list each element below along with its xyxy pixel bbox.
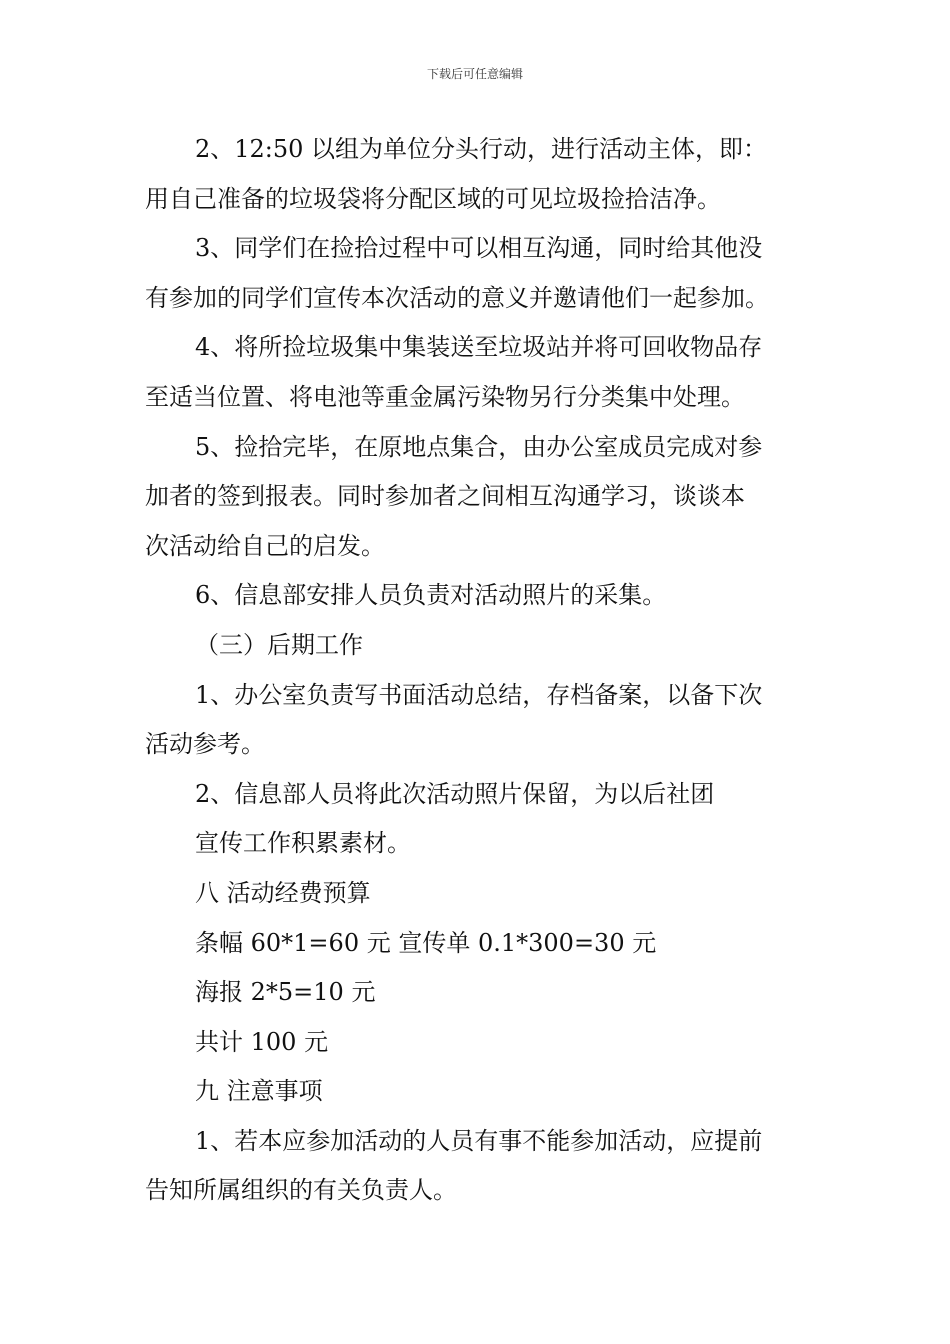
section-heading: 八 活动经费预算: [195, 878, 371, 907]
budget-line: 海报 2*5=10 元: [195, 978, 376, 1007]
body-line: 1、若本应参加活动的人员有事不能参加活动，应提前: [195, 1126, 763, 1155]
body-line: 至适当位置、将电池等重金属污染物另行分类集中处理。: [145, 382, 745, 411]
body-line: 用自己准备的垃圾袋将分配区域的可见垃圾捡拾洁净。: [145, 184, 721, 213]
document-body: [145, 125, 810, 1216]
section-heading: （三）后期工作: [195, 630, 363, 659]
body-line: 2、信息部人员将此次活动照片保留，为以后社团: [195, 779, 715, 808]
body-line: 告知所属组织的有关负责人。: [145, 1176, 457, 1205]
body-line: 6、信息部安排人员负责对活动照片的采集。: [195, 581, 667, 610]
body-line: 1、办公室负责写书面活动总结，存档备案，以备下次: [195, 680, 763, 709]
body-line: 有参加的同学们宣传本次活动的意义并邀请他们一起参加。: [145, 283, 769, 312]
budget-line: 条幅 60*1=60 元 宣传单 0.1*300=30 元: [195, 928, 657, 957]
body-line: 次活动给自己的启发。: [145, 531, 385, 560]
page-header-note: 下载后可任意编辑: [426, 67, 523, 81]
body-line: 活动参考。: [145, 730, 265, 759]
section-heading: 九 注意事项: [195, 1077, 323, 1106]
budget-total: 共计 100 元: [195, 1027, 329, 1056]
body-line: 5、捡拾完毕，在原地点集合，由办公室成员完成对参: [195, 432, 763, 461]
body-line: 宣传工作积累素材。: [195, 829, 411, 858]
body-line: 2、12:50 以组为单位分头行动，进行活动主体，即：: [195, 135, 768, 163]
body-line: 加者的签到报表。同时参加者之间相互沟通学习，谈谈本: [145, 482, 745, 511]
body-line: 4、将所捡垃圾集中集装送至垃圾站并将可回收物品存: [195, 333, 763, 362]
body-line: 3、同学们在捡拾过程中可以相互沟通，同时给其他没: [195, 234, 763, 263]
